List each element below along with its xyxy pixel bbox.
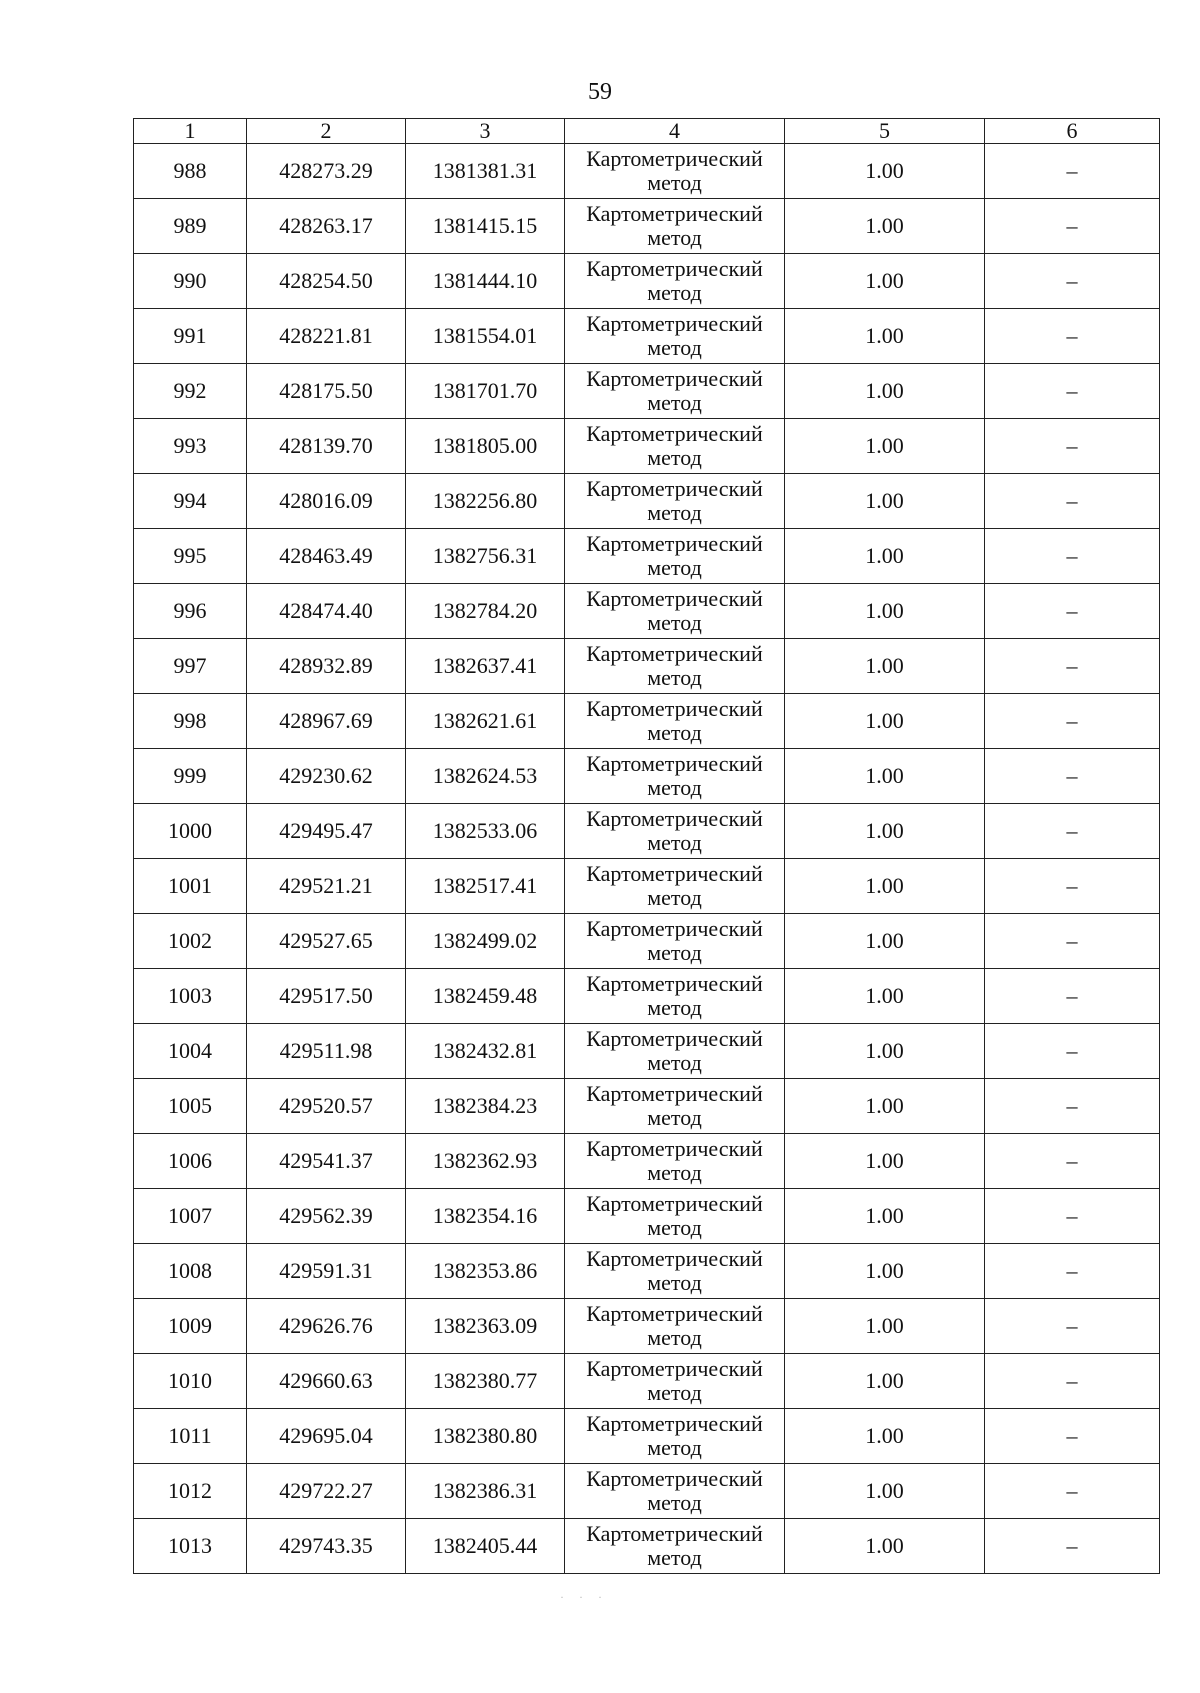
accuracy-cell: 1.00 — [785, 1134, 985, 1189]
x-coordinate-cell: 429743.35 — [247, 1519, 406, 1574]
point-number-cell: 1005 — [134, 1079, 247, 1134]
column-header: 1 — [134, 119, 247, 144]
column-header: 3 — [406, 119, 565, 144]
point-number-cell: 1008 — [134, 1244, 247, 1299]
method-cell: Картометрический метод — [565, 309, 785, 364]
method-cell: Картометрический метод — [565, 1134, 785, 1189]
table-row — [134, 694, 1160, 749]
x-coordinate-cell: 429230.62 — [247, 749, 406, 804]
note-cell: – — [985, 1024, 1160, 1079]
accuracy-cell: 1.00 — [785, 639, 985, 694]
accuracy-cell: 1.00 — [785, 1519, 985, 1574]
accuracy-cell: 1.00 — [785, 914, 985, 969]
x-coordinate-cell: 428273.29 — [247, 144, 406, 199]
table-row — [134, 419, 1160, 474]
method-cell: Картометрический метод — [565, 364, 785, 419]
point-number-cell: 1010 — [134, 1354, 247, 1409]
point-number-cell: 988 — [134, 144, 247, 199]
accuracy-cell: 1.00 — [785, 199, 985, 254]
accuracy-cell: 1.00 — [785, 1024, 985, 1079]
point-number-cell: 1002 — [134, 914, 247, 969]
x-coordinate-cell: 429527.65 — [247, 914, 406, 969]
y-coordinate-cell: 1381415.15 — [406, 199, 565, 254]
header-row — [134, 119, 1160, 144]
x-coordinate-cell: 428474.40 — [247, 584, 406, 639]
y-coordinate-cell: 1382384.23 — [406, 1079, 565, 1134]
table-row — [134, 1519, 1160, 1574]
table-row — [134, 584, 1160, 639]
table-row — [134, 1079, 1160, 1134]
coordinates-table — [133, 118, 1160, 1574]
y-coordinate-cell: 1382380.77 — [406, 1354, 565, 1409]
method-cell: Картометрический метод — [565, 254, 785, 309]
y-coordinate-cell: 1382363.09 — [406, 1299, 565, 1354]
column-header: 6 — [985, 119, 1160, 144]
y-coordinate-cell: 1382637.41 — [406, 639, 565, 694]
accuracy-cell: 1.00 — [785, 419, 985, 474]
x-coordinate-cell: 428463.49 — [247, 529, 406, 584]
note-cell: – — [985, 144, 1160, 199]
method-cell: Картометрический метод — [565, 1189, 785, 1244]
x-coordinate-cell: 429541.37 — [247, 1134, 406, 1189]
note-cell: – — [985, 969, 1160, 1024]
note-cell: – — [985, 1244, 1160, 1299]
y-coordinate-cell: 1381701.70 — [406, 364, 565, 419]
accuracy-cell: 1.00 — [785, 529, 985, 584]
method-cell: Картометрический метод — [565, 199, 785, 254]
note-cell: – — [985, 1409, 1160, 1464]
method-cell: Картометрический метод — [565, 1299, 785, 1354]
column-header: 4 — [565, 119, 785, 144]
x-coordinate-cell: 429660.63 — [247, 1354, 406, 1409]
y-coordinate-cell: 1381381.31 — [406, 144, 565, 199]
y-coordinate-cell: 1382459.48 — [406, 969, 565, 1024]
y-coordinate-cell: 1382386.31 — [406, 1464, 565, 1519]
note-cell: – — [985, 199, 1160, 254]
table-row — [134, 1354, 1160, 1409]
accuracy-cell: 1.00 — [785, 804, 985, 859]
method-cell: Картометрический метод — [565, 804, 785, 859]
point-number-cell: 994 — [134, 474, 247, 529]
page-number: 59 — [588, 79, 612, 105]
y-coordinate-cell: 1382362.93 — [406, 1134, 565, 1189]
table-row — [134, 1409, 1160, 1464]
column-header: 2 — [247, 119, 406, 144]
note-cell: – — [985, 694, 1160, 749]
point-number-cell: 998 — [134, 694, 247, 749]
method-cell: Картометрический метод — [565, 859, 785, 914]
note-cell: – — [985, 749, 1160, 804]
accuracy-cell: 1.00 — [785, 584, 985, 639]
accuracy-cell: 1.00 — [785, 1244, 985, 1299]
y-coordinate-cell: 1382256.80 — [406, 474, 565, 529]
x-coordinate-cell: 429591.31 — [247, 1244, 406, 1299]
note-cell: – — [985, 364, 1160, 419]
method-cell: Картометрический метод — [565, 1519, 785, 1574]
point-number-cell: 999 — [134, 749, 247, 804]
method-cell: Картометрический метод — [565, 529, 785, 584]
x-coordinate-cell: 429695.04 — [247, 1409, 406, 1464]
accuracy-cell: 1.00 — [785, 1079, 985, 1134]
column-header: 5 — [785, 119, 985, 144]
note-cell: – — [985, 1464, 1160, 1519]
method-cell: Картометрический метод — [565, 694, 785, 749]
point-number-cell: 1011 — [134, 1409, 247, 1464]
table-row — [134, 1189, 1160, 1244]
accuracy-cell: 1.00 — [785, 1299, 985, 1354]
point-number-cell: 989 — [134, 199, 247, 254]
accuracy-cell: 1.00 — [785, 254, 985, 309]
table-row — [134, 529, 1160, 584]
point-number-cell: 990 — [134, 254, 247, 309]
note-cell: – — [985, 1299, 1160, 1354]
point-number-cell: 995 — [134, 529, 247, 584]
accuracy-cell: 1.00 — [785, 474, 985, 529]
y-coordinate-cell: 1381805.00 — [406, 419, 565, 474]
note-cell: – — [985, 254, 1160, 309]
x-coordinate-cell: 428016.09 — [247, 474, 406, 529]
x-coordinate-cell: 428221.81 — [247, 309, 406, 364]
note-cell: – — [985, 309, 1160, 364]
x-coordinate-cell: 429511.98 — [247, 1024, 406, 1079]
accuracy-cell: 1.00 — [785, 859, 985, 914]
accuracy-cell: 1.00 — [785, 1409, 985, 1464]
method-cell: Картометрический метод — [565, 639, 785, 694]
method-cell: Картометрический метод — [565, 969, 785, 1024]
note-cell: – — [985, 1189, 1160, 1244]
x-coordinate-cell: 428967.69 — [247, 694, 406, 749]
point-number-cell: 1013 — [134, 1519, 247, 1574]
point-number-cell: 1003 — [134, 969, 247, 1024]
point-number-cell: 993 — [134, 419, 247, 474]
note-cell: – — [985, 474, 1160, 529]
table-body — [134, 144, 1160, 1574]
note-cell: – — [985, 859, 1160, 914]
table-row — [134, 1464, 1160, 1519]
note-cell: – — [985, 1079, 1160, 1134]
note-cell: – — [985, 419, 1160, 474]
table-row — [134, 914, 1160, 969]
table-row — [134, 199, 1160, 254]
scan-noise: · · · — [560, 1590, 608, 1604]
accuracy-cell: 1.00 — [785, 1464, 985, 1519]
x-coordinate-cell: 428175.50 — [247, 364, 406, 419]
point-number-cell: 997 — [134, 639, 247, 694]
table-row — [134, 804, 1160, 859]
note-cell: – — [985, 914, 1160, 969]
note-cell: – — [985, 529, 1160, 584]
accuracy-cell: 1.00 — [785, 1189, 985, 1244]
x-coordinate-cell: 429495.47 — [247, 804, 406, 859]
table-row — [134, 749, 1160, 804]
accuracy-cell: 1.00 — [785, 364, 985, 419]
method-cell: Картометрический метод — [565, 1244, 785, 1299]
x-coordinate-cell: 429626.76 — [247, 1299, 406, 1354]
point-number-cell: 1001 — [134, 859, 247, 914]
table-row — [134, 474, 1160, 529]
y-coordinate-cell: 1382353.86 — [406, 1244, 565, 1299]
note-cell: – — [985, 804, 1160, 859]
table-row — [134, 969, 1160, 1024]
point-number-cell: 991 — [134, 309, 247, 364]
x-coordinate-cell: 428139.70 — [247, 419, 406, 474]
point-number-cell: 992 — [134, 364, 247, 419]
y-coordinate-cell: 1381554.01 — [406, 309, 565, 364]
note-cell: – — [985, 1134, 1160, 1189]
table-row — [134, 639, 1160, 694]
y-coordinate-cell: 1382784.20 — [406, 584, 565, 639]
note-cell: – — [985, 584, 1160, 639]
x-coordinate-cell: 428254.50 — [247, 254, 406, 309]
accuracy-cell: 1.00 — [785, 694, 985, 749]
method-cell: Картометрический метод — [565, 914, 785, 969]
note-cell: – — [985, 639, 1160, 694]
y-coordinate-cell: 1382432.81 — [406, 1024, 565, 1079]
x-coordinate-cell: 429520.57 — [247, 1079, 406, 1134]
x-coordinate-cell: 428932.89 — [247, 639, 406, 694]
table-row — [134, 364, 1160, 419]
point-number-cell: 1004 — [134, 1024, 247, 1079]
y-coordinate-cell: 1382621.61 — [406, 694, 565, 749]
method-cell: Картометрический метод — [565, 1409, 785, 1464]
point-number-cell: 1006 — [134, 1134, 247, 1189]
method-cell: Картометрический метод — [565, 144, 785, 199]
table-row — [134, 309, 1160, 364]
x-coordinate-cell: 428263.17 — [247, 199, 406, 254]
point-number-cell: 1007 — [134, 1189, 247, 1244]
y-coordinate-cell: 1382624.53 — [406, 749, 565, 804]
method-cell: Картометрический метод — [565, 584, 785, 639]
x-coordinate-cell: 429562.39 — [247, 1189, 406, 1244]
method-cell: Картометрический метод — [565, 474, 785, 529]
method-cell: Картометрический метод — [565, 1354, 785, 1409]
y-coordinate-cell: 1382499.02 — [406, 914, 565, 969]
method-cell: Картометрический метод — [565, 419, 785, 474]
point-number-cell: 1000 — [134, 804, 247, 859]
accuracy-cell: 1.00 — [785, 749, 985, 804]
note-cell: – — [985, 1354, 1160, 1409]
y-coordinate-cell: 1382405.44 — [406, 1519, 565, 1574]
accuracy-cell: 1.00 — [785, 1354, 985, 1409]
x-coordinate-cell: 429722.27 — [247, 1464, 406, 1519]
note-cell: – — [985, 1519, 1160, 1574]
accuracy-cell: 1.00 — [785, 969, 985, 1024]
table-row — [134, 1299, 1160, 1354]
x-coordinate-cell: 429521.21 — [247, 859, 406, 914]
x-coordinate-cell: 429517.50 — [247, 969, 406, 1024]
point-number-cell: 1009 — [134, 1299, 247, 1354]
point-number-cell: 996 — [134, 584, 247, 639]
table-row — [134, 1024, 1160, 1079]
y-coordinate-cell: 1381444.10 — [406, 254, 565, 309]
accuracy-cell: 1.00 — [785, 144, 985, 199]
table-row — [134, 1244, 1160, 1299]
table-row — [134, 1134, 1160, 1189]
table-row — [134, 144, 1160, 199]
y-coordinate-cell: 1382517.41 — [406, 859, 565, 914]
y-coordinate-cell: 1382354.16 — [406, 1189, 565, 1244]
table-row — [134, 859, 1160, 914]
method-cell: Картометрический метод — [565, 1024, 785, 1079]
method-cell: Картометрический метод — [565, 749, 785, 804]
y-coordinate-cell: 1382756.31 — [406, 529, 565, 584]
accuracy-cell: 1.00 — [785, 309, 985, 364]
y-coordinate-cell: 1382380.80 — [406, 1409, 565, 1464]
method-cell: Картометрический метод — [565, 1464, 785, 1519]
y-coordinate-cell: 1382533.06 — [406, 804, 565, 859]
table-row — [134, 254, 1160, 309]
method-cell: Картометрический метод — [565, 1079, 785, 1134]
point-number-cell: 1012 — [134, 1464, 247, 1519]
